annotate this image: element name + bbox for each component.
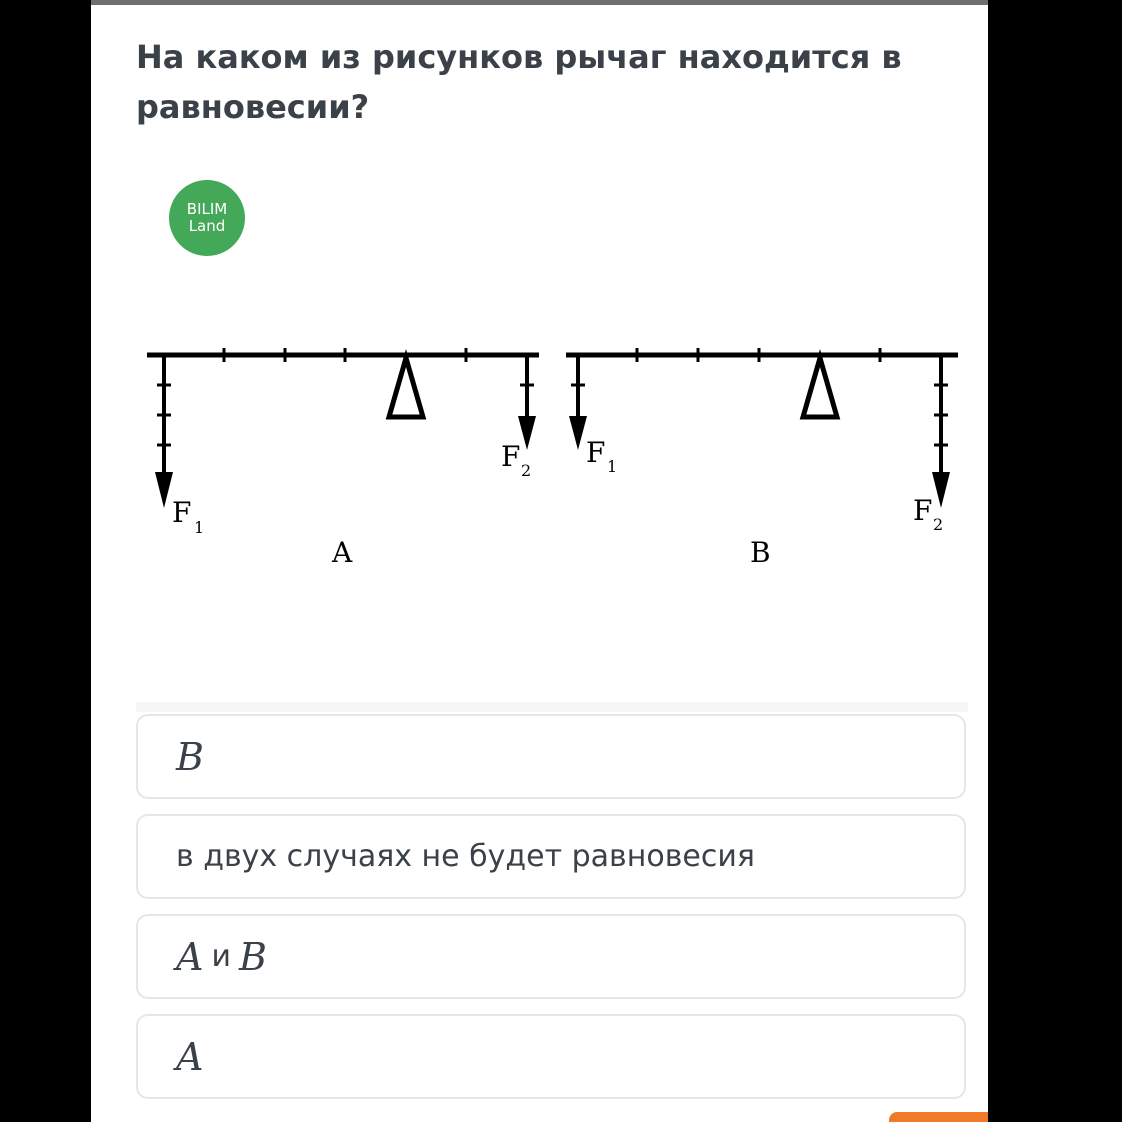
lever-b-f2-subscript: 2 (933, 515, 944, 534)
answer-option-label: B (176, 734, 204, 779)
answer-option-b[interactable] (136, 714, 966, 799)
answer-option-label-conj: и (211, 939, 231, 974)
lever-a-f2-subscript: 2 (521, 461, 532, 480)
answer-option-label: A (176, 1034, 204, 1079)
answer-option-a-and-b[interactable] (136, 914, 966, 999)
logo-line-2: Land (188, 217, 226, 235)
answer-option-a[interactable] (136, 1014, 966, 1099)
answer-option-label: в двух случаях не будет равновесия (176, 839, 755, 874)
lever-a-f1-label: F (172, 496, 192, 529)
lever-b-f1-label: F (586, 436, 606, 469)
next-button[interactable] (889, 1112, 988, 1122)
lever-a-f1-arrow (155, 355, 173, 508)
lever-b-fulcrum (803, 358, 837, 417)
question-text: На каком из рисунков рычаг находится в равновесии? (136, 38, 902, 126)
lever-a-f1-subscript: 1 (194, 518, 205, 537)
lever-a-f2-arrow (518, 355, 536, 450)
lever-b-f1-subscript: 1 (607, 457, 618, 476)
lever-b-f2-arrow (932, 355, 950, 508)
quiz-page (91, 0, 988, 1122)
answer-option-label-a: A (176, 934, 204, 979)
top-bar (91, 0, 988, 5)
lever-b (566, 348, 958, 569)
lever-b-f2-label: F (913, 494, 933, 527)
lever-diagram (91, 330, 988, 580)
answer-option-no-balance[interactable] (136, 814, 966, 899)
lever-a-caption: A (332, 536, 353, 569)
lever-b-f1-arrow (569, 355, 587, 450)
lever-a (147, 348, 539, 569)
answer-option-label-b: B (238, 934, 267, 979)
lever-a-f2-label: F (501, 440, 521, 473)
lever-a-fulcrum (389, 358, 423, 417)
logo-line-1: BILIM (186, 200, 228, 218)
divider (136, 702, 968, 712)
bilimland-logo (169, 180, 245, 256)
lever-b-caption: B (750, 536, 771, 569)
